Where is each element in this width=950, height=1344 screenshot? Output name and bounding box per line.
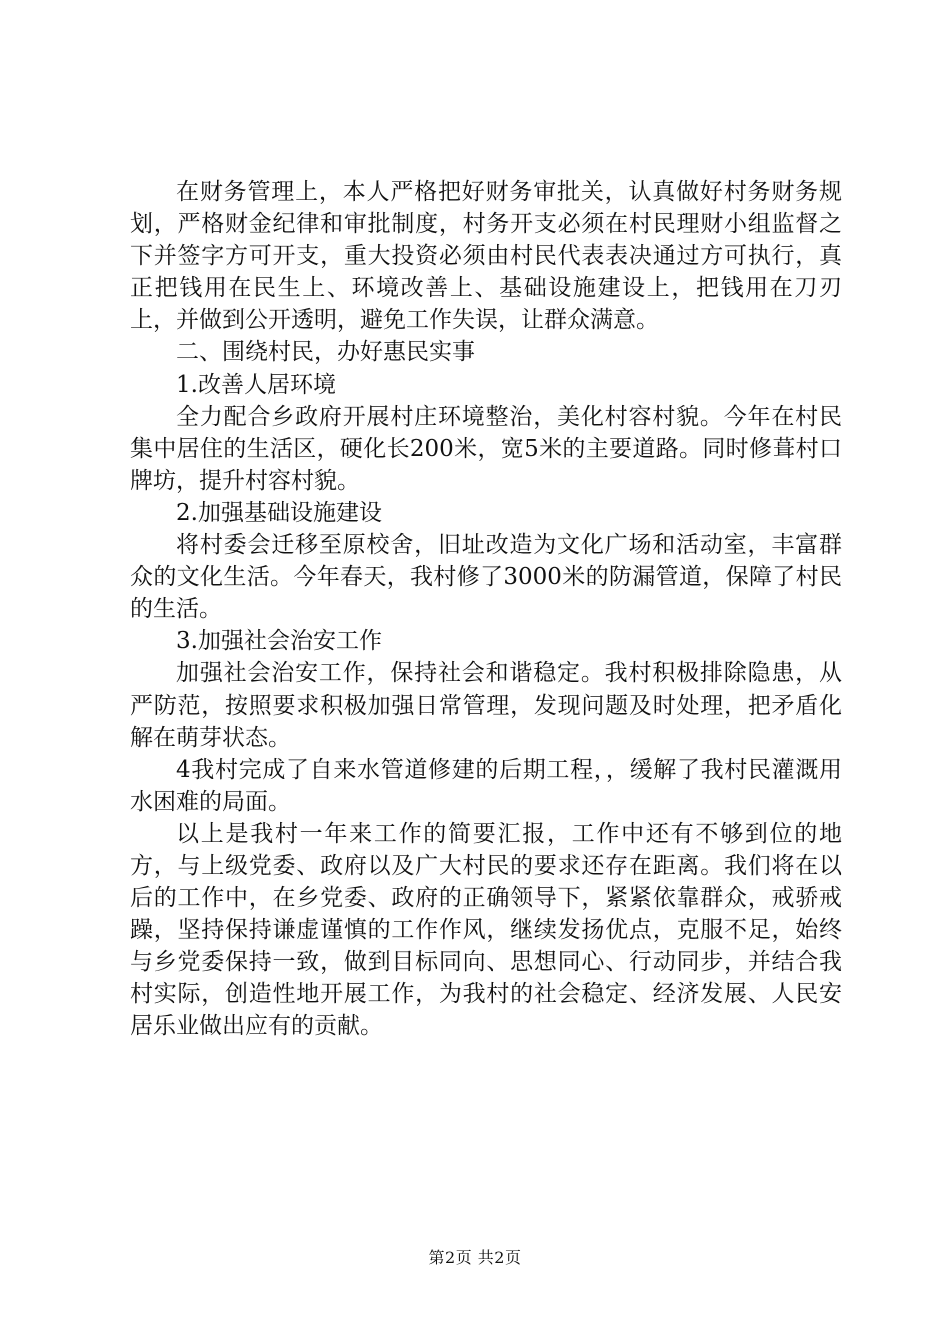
section-heading-villagers: 二、围绕村民，办好惠民实事: [176, 339, 475, 366]
subheading-infrastructure: 2.加强基础设施建设: [176, 499, 382, 526]
page-number-footer: 第2页 共2页: [428, 1248, 522, 1267]
document-body: [130, 176, 842, 1043]
paragraph-water-pipeline: 4我村完成了自来水管道修建的后期工程，，缓解了我村民灌溉用水困难的局面。: [130, 756, 842, 815]
subheading-public-security: 3.加强社会治安工作: [176, 628, 382, 655]
subheading-living-environment: 1.改善人居环境: [176, 371, 336, 398]
paragraph-infrastructure: 将村委会迁移至原校舍，旧址改造为文化广场和活动室，丰富群众的文化生活。今年春天，我村修了3000米的防漏管道，保障了村民的生活。: [130, 532, 842, 623]
paragraph-finance: 在财务管理上，本人严格把好财务审批关，认真做好村务财务规划，严格财金纪律和审批制度，村务开支必须在村民理财小组监督之下并签字方可开支，重大投资必须由村民代表表决通过方可执行，真正把钱用在民生上、环境改善上、基础设施建设上，把钱用在刀刃上，并做到公开透明，避免工作失误，让群众满意。: [130, 179, 842, 334]
paragraph-living-environment: 全力配合乡政府开展村庄环境整治，美化村容村貌。今年在村民集中居住的生活区，硬化长200米，宽5米的主要道路。同时修葺村口牌坊，提升村容村貌。: [130, 403, 842, 494]
paragraph-summary: 以上是我村一年来工作的简要汇报，工作中还有不够到位的地方，与上级党委、政府以及广大村民的要求还存在距离。我们将在以后的工作中，在乡党委、政府的正确领导下，紧紧依靠群众，戒骄戒躁，坚持保持谦虚谨慎的工作作风，继续发扬优点，克服不足，始终与乡党委保持一致，做到目标同向、思想同心、行动同步，并结合我村实际，创造性地开展工作，为我村的社会稳定、经济发展、人民安居乐业做出应有的贡献。: [130, 820, 842, 1040]
paragraph-public-security: 加强社会治安工作，保持社会和谐稳定。我村积极排除隐患，从严防范，按照要求积极加强日常管理，发现问题及时处理，把矛盾化解在萌芽状态。: [130, 660, 842, 751]
